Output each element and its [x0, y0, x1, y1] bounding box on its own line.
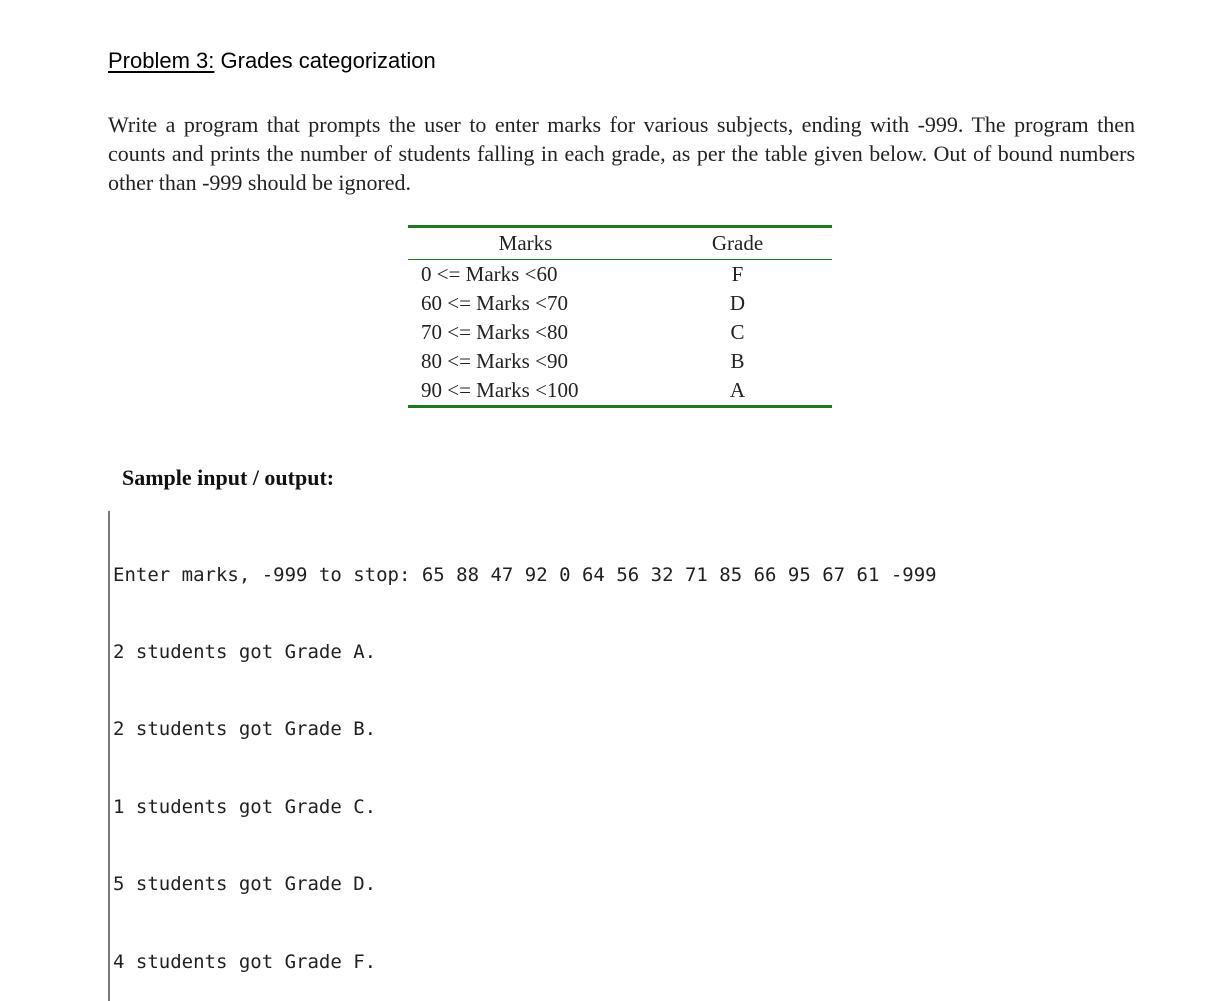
console-line: 5 students got Grade D.: [113, 873, 377, 896]
console-line: 2 students got Grade A.: [113, 640, 377, 663]
problem-description: Write a program that prompts the user to enter marks for various subjects, ending with -999. The program then counts and prints the number of students falling in each grade, as per the table given below. Out of bound numbers other than -999 should be ignored.: [108, 112, 1135, 195]
marks-range-cell: 60 <= Marks <70: [421, 291, 568, 315]
problem-title: Grades categorization: [214, 48, 436, 73]
table-header-row: [408, 227, 832, 260]
console-output: [108, 511, 937, 1001]
grade-cell: B: [730, 349, 745, 373]
console-line: 1 students got Grade C.: [113, 795, 377, 818]
console-line: Enter marks, -999 to stop: 65 88 47 92 0 64 56 32 71 85 66 95 67 61 -999: [113, 563, 937, 586]
marks-range-cell: 80 <= Marks <90: [421, 349, 568, 373]
column-header-grade: Grade: [643, 227, 832, 260]
grade-cell: F: [731, 262, 744, 286]
marks-range-cell: 90 <= Marks <100: [421, 378, 579, 402]
table-row: [408, 318, 832, 347]
marks-range-cell: 70 <= Marks <80: [421, 320, 568, 344]
grade-cell: A: [729, 378, 746, 402]
table-row: [408, 289, 832, 318]
marks-range-cell: 0 <= Marks <60: [421, 262, 558, 286]
column-header-marks: Marks: [408, 227, 643, 260]
console-line: 2 students got Grade B.: [113, 718, 377, 741]
grade-table: [408, 225, 832, 408]
problem-heading: [108, 48, 436, 74]
table-row: [408, 260, 832, 290]
sample-io-title: Sample input / output:: [122, 465, 335, 490]
table-row: [408, 376, 832, 407]
problem-number: Problem 3:: [108, 48, 215, 73]
grade-cell: C: [730, 320, 745, 344]
grade-cell: D: [729, 291, 746, 315]
table-row: [408, 347, 832, 376]
console-line: 4 students got Grade F.: [113, 950, 377, 973]
